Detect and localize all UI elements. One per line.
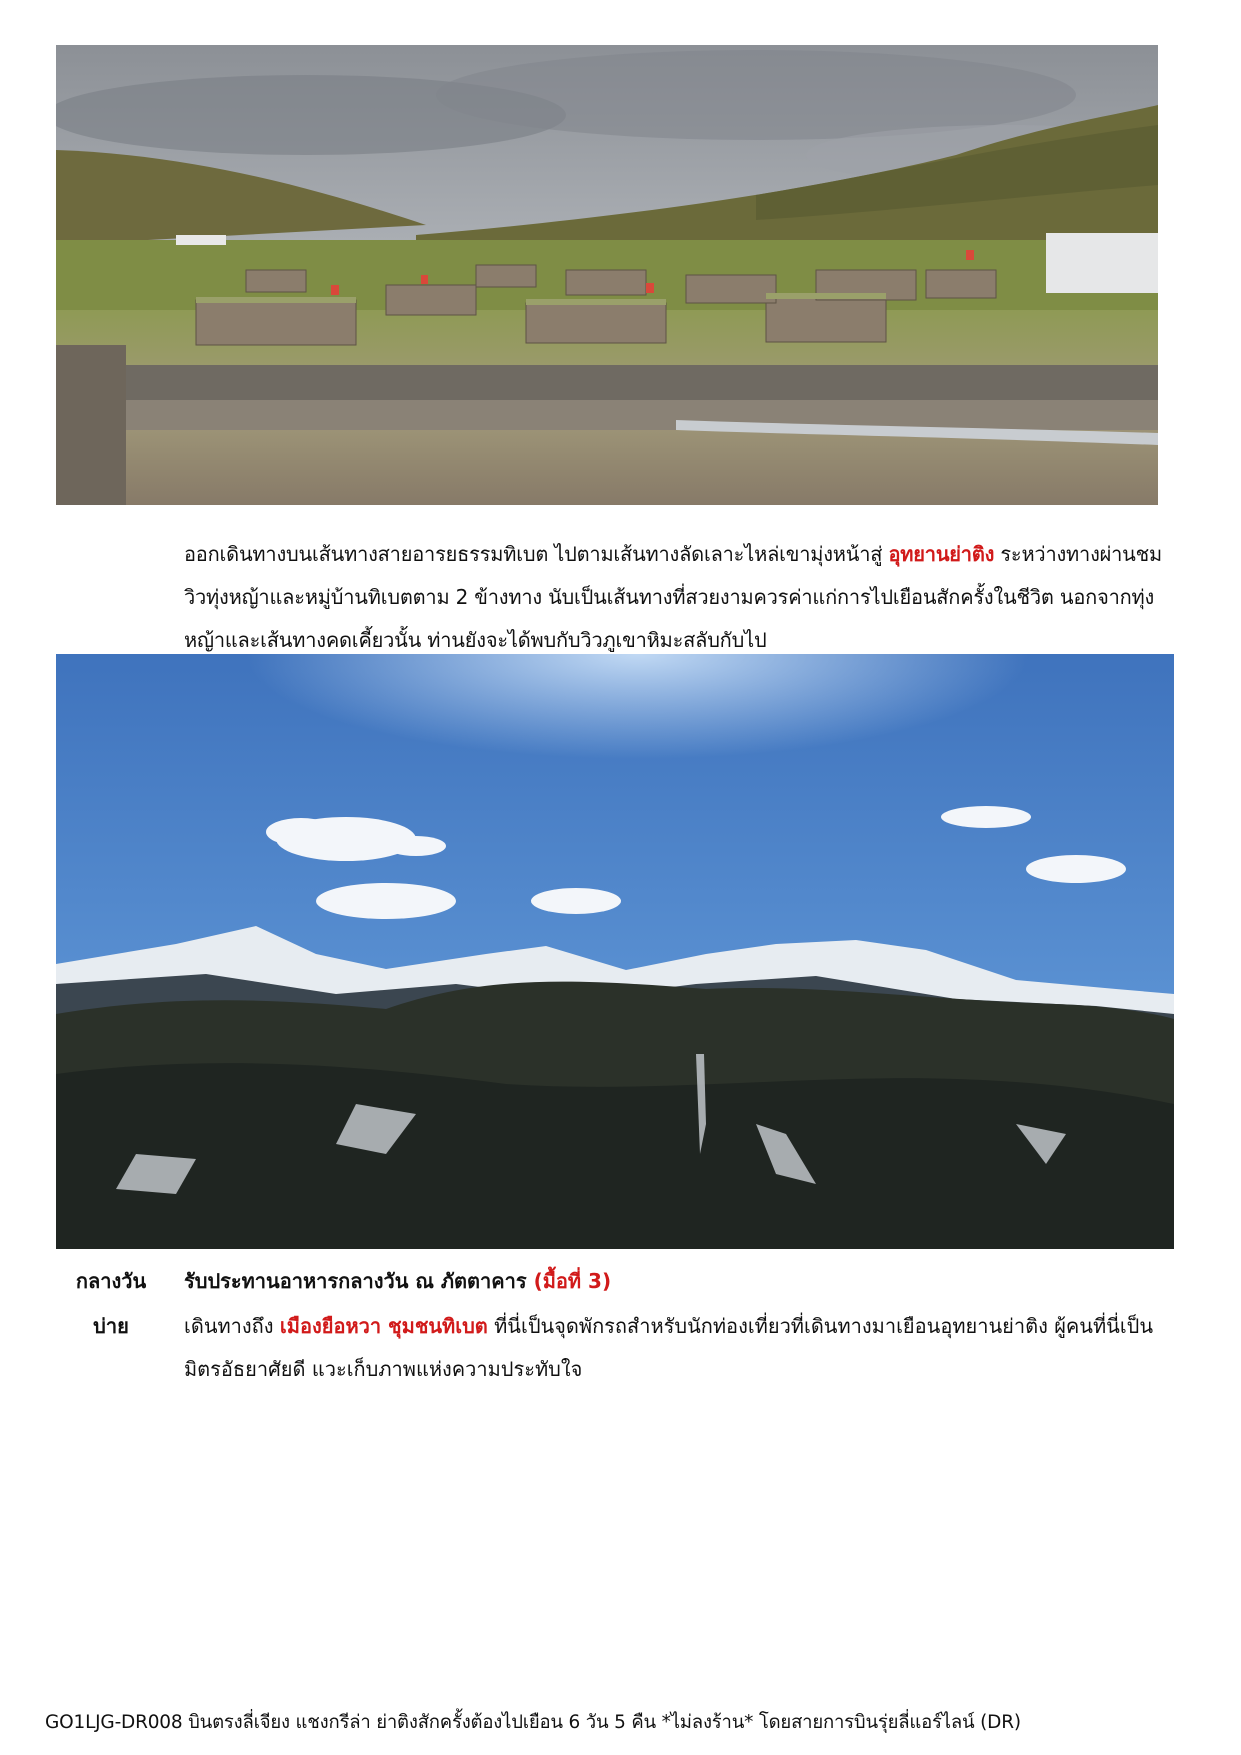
meal-number-highlight: (มื้อที่ 3) (533, 1269, 612, 1293)
afternoon-text-end: ที่นี่เป็นจุดพักรถสำหรับนักท่องเที่ยวที่เดินทางมาเยือนอุทยานย่าติง ผู้คนที่นี่เป็นมิตรอัธยาศัยดี แวะเก็บภาพแห่งความประทับใจ (184, 1314, 1154, 1381)
intro-paragraph (184, 533, 1169, 662)
page-footer: GO1LJG-DR008 บินตรงลี่เจียง แชงกรีล่า ย่าติงสักครั้งต้องไปเยือน 6 วัน 5 คืน *ไม่ลงร้าน* โดยสายการบินรุ่ยลี่แอร์ไลน์ (DR) (45, 1712, 1021, 1733)
intro-text-end: ระหว่างทางผ่านชมวิวทุ่งหญ้าและหมู่บ้านทิเบตตาม 2 ข้างทาง นับเป็นเส้นทางที่สวยงามควรค่าแก่การไปเยือนสักครั้งในชีวิต นอกจากทุ่งหญ้าและเส้นทางคดเคี้ยวนั้น ท่านยังจะได้พบกับวิวภูเขาหิมะสลับกับไป (184, 542, 1163, 652)
highlight-yuhua-town: เมืองยือหวา ชุมชนทิเบต (279, 1314, 488, 1338)
schedule-label-afternoon: บ่าย (93, 1314, 129, 1338)
snow-mountains-photo (56, 654, 1174, 1249)
highlight-yading-park: อุทยานย่าติง (888, 542, 995, 566)
lunch-text: รับประทานอาหารกลางวัน ณ ภัตตาคาร (184, 1269, 534, 1293)
afternoon-text-start: เดินทางถึง (184, 1314, 280, 1338)
tibetan-village-photo (56, 45, 1158, 505)
intro-text-start: ออกเดินทางบนเส้นทางสายอารยธรรมทิเบต ไปตามเส้นทางลัดเลาะไหล่เขามุ่งหน้าสู่ (184, 542, 889, 566)
schedule-label-lunch: กลางวัน (75, 1269, 147, 1293)
